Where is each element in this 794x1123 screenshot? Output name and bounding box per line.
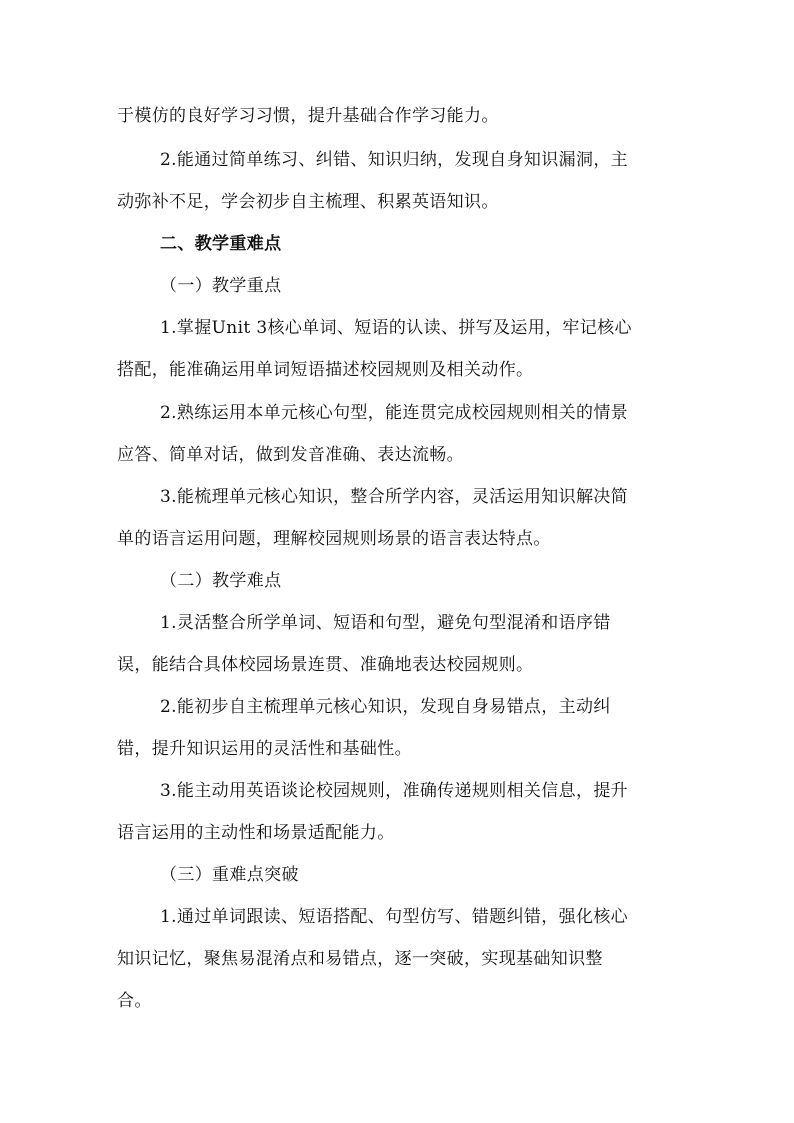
subsection-heading: （二）教学难点 — [160, 571, 282, 591]
paragraph-line: 误，能结合具体校园场景连贯、准确地表达校园规则。 — [117, 655, 534, 675]
paragraph-line: 于模仿的良好学习习惯，提升基础合作学习能力。 — [117, 106, 499, 126]
paragraph-line: 错，提升知识运用的灵活性和基础性。 — [117, 739, 412, 759]
paragraph-line: 2.能初步自主梳理单元核心知识，发现自身易错点，主动纠 — [160, 697, 611, 717]
paragraph-line: 应答、简单对话，做到发音准确、表达流畅。 — [117, 445, 464, 465]
paragraph-line: 1.掌握Unit 3核心单词、短语的认读、拼写及运用，牢记核心 — [160, 318, 632, 338]
paragraph-line: 3.能梳理单元核心知识，整合所学内容，灵活运用知识解决简 — [160, 487, 629, 507]
section-heading: 二、教学重难点 — [160, 234, 282, 254]
subsection-heading: （三）重难点突破 — [160, 865, 299, 885]
paragraph-line: 2.能通过简单练习、纠错、知识归纳，发现自身知识漏洞，主 — [160, 150, 629, 170]
paragraph-line: 合。 — [117, 991, 152, 1011]
subsection-heading: （一）教学重点 — [160, 276, 282, 296]
paragraph-line: 语言运用的主动性和场景适配能力。 — [117, 823, 395, 843]
paragraph-line: 2.熟练运用本单元核心句型，能连贯完成校园规则相关的情景 — [160, 403, 629, 423]
paragraph-line: 单的语言运用问题，理解校园规则场景的语言表达特点。 — [117, 529, 551, 549]
paragraph-line: 搭配，能准确运用单词短语描述校园规则及相关动作。 — [117, 360, 534, 380]
paragraph-line: 1.通过单词跟读、短语搭配、句型仿写、错题纠错，强化核心 — [160, 907, 629, 927]
paragraph-line: 3.能主动用英语谈论校园规则，准确传递规则相关信息，提升 — [160, 781, 629, 801]
paragraph-line: 动弥补不足，学会初步自主梳理、积累英语知识。 — [117, 192, 499, 212]
paragraph-line: 1.灵活整合所学单词、短语和句型，避免句型混淆和语序错 — [160, 613, 611, 633]
paragraph-line: 知识记忆，聚焦易混淆点和易错点，逐一突破，实现基础知识整 — [117, 949, 603, 969]
